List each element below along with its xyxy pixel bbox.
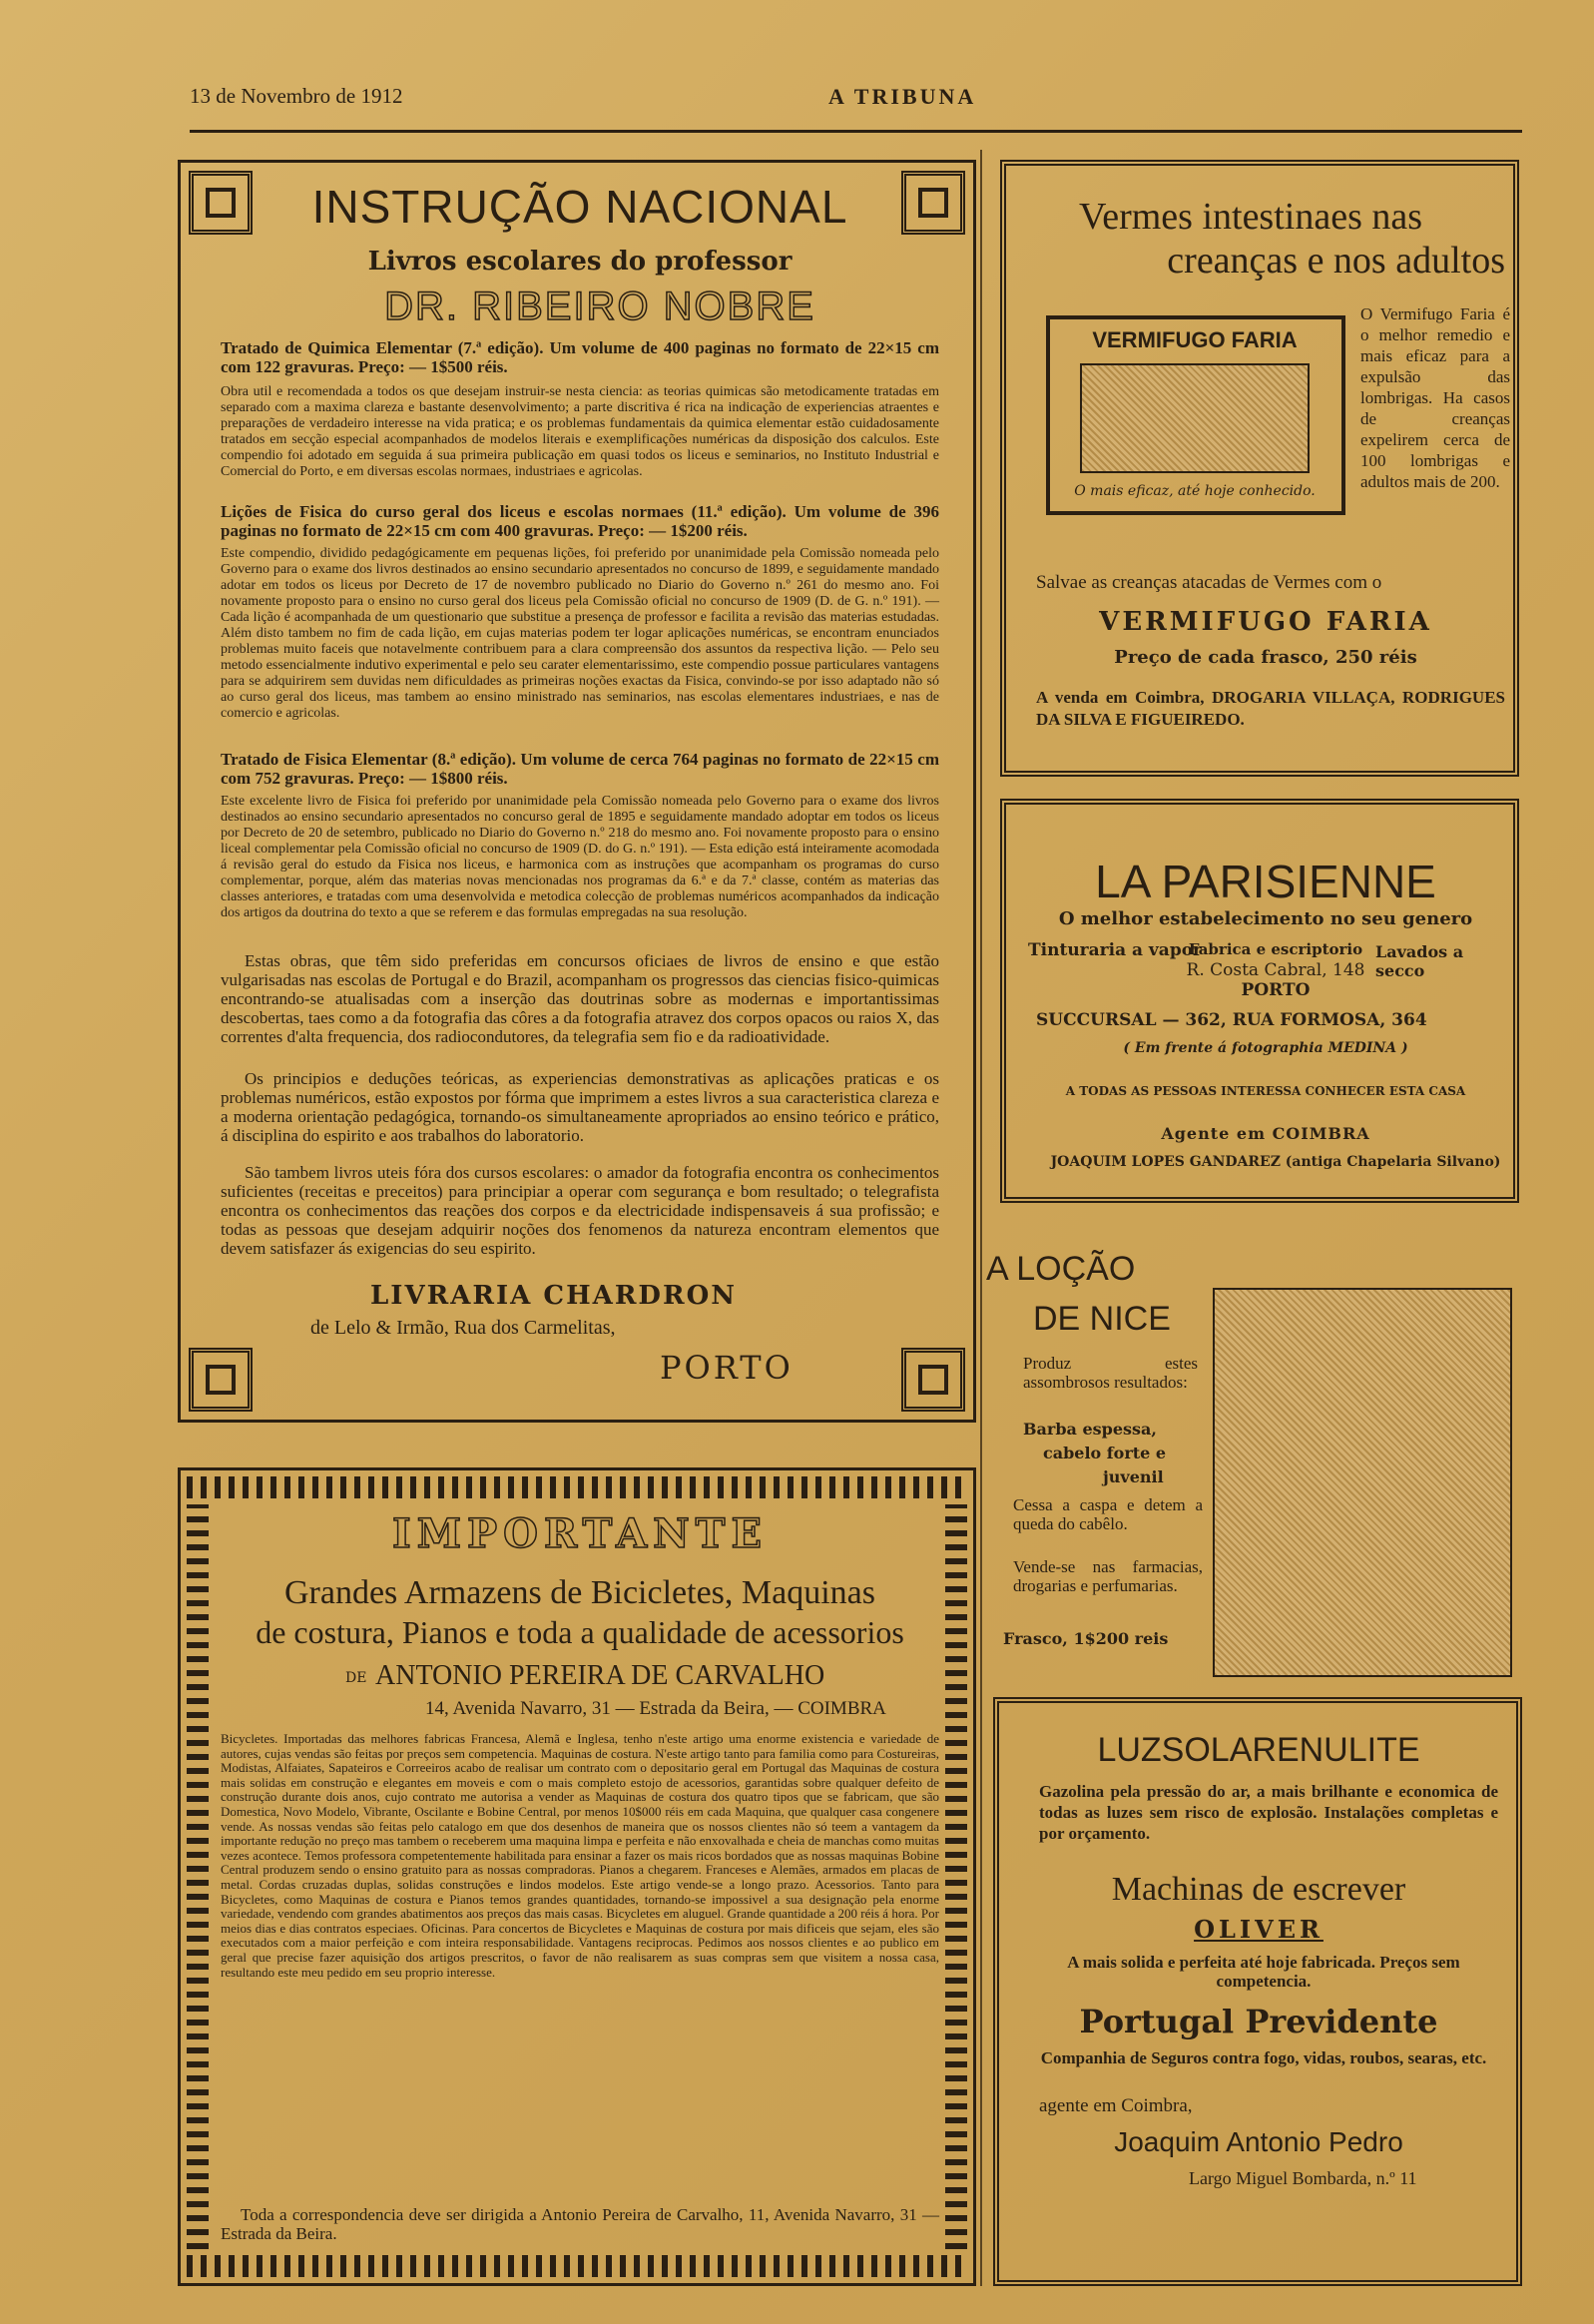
locao-venda: Vende-se nas farmacias, drogarias e perfumarias. xyxy=(1013,1557,1203,1595)
parisienne-agente: Agente em COIMBRA xyxy=(1161,1124,1370,1143)
knot-ornament-icon xyxy=(901,1348,965,1412)
header-date: 13 de Novembro de 1912 xyxy=(190,84,403,108)
parisienne-mid-2: R. Costa Cabral, 148 xyxy=(1186,960,1365,980)
locao-de-nice-ad xyxy=(983,1238,1522,1677)
oliver-text: A mais solida e perfeita até hoje fabricada. Preços sem competencia. xyxy=(1067,1953,1460,1991)
greek-key-border xyxy=(945,1504,967,2249)
parisienne-mid-3: PORTO xyxy=(1241,980,1311,1000)
greek-key-border xyxy=(187,1476,967,1498)
illustration-image xyxy=(1080,363,1310,473)
vermes-salvae: Salvae as creanças atacadas de Vermes com o xyxy=(1036,572,1382,593)
parisienne-subtitle: O melhor estabelecimento no seu genero xyxy=(1058,908,1473,929)
vermes-price: Preço de cada frasco, 250 réis xyxy=(1114,647,1417,668)
knot-ornament-icon xyxy=(901,171,965,235)
agent-label: agente em Coimbra, xyxy=(1039,2095,1193,2116)
locao-title-1: A LOÇÃO xyxy=(986,1250,1136,1288)
oliver-brand: OLIVER xyxy=(1194,1915,1324,1944)
parisienne-todas: A TODAS AS PESSOAS INTERESSA CONHECER ESTA CASA xyxy=(1065,1084,1466,1098)
locao-result-4: Cessa a caspa e detem a queda do cabêlo. xyxy=(1013,1495,1203,1533)
badge-label: VERMIFUGO FARIA xyxy=(1092,327,1298,352)
luzsolar-title: LUZSOLARENULITE xyxy=(1097,1731,1420,1769)
store-footer: Toda a correspondencia deve ser dirigida a Antonio Pereira de Carvalho, 11, Avenida Navarro, 31 — Estrada da Beira. xyxy=(221,2205,939,2243)
book2-description: Este compendio, dividido pedagógicamente em pequenas lições, foi preferido por unanimidade pela Comissão nomeada pelo Governo para o exame dos livros destinados ao ensino secundario apresentados no concurso de 1899, e seguidamente mandado adotar em todos os liceus por Decreto de 17 de novembro publicado no Diario do Governo n.º 261 do mesmo ano. Foi novamente proposto para o ensino no curso geral dos liceus pela Comissão oficial no concurso de 1909 (D. de G. n.º 191). — Cada lição é acompanhada de um questionario que substitue a presença de professor e facilita a revisão das materias estudadas. Além disto tambem no fim de cada lição, em cujas materias podem ter logar aplicações numéricas, se encontram enunciados problemas muito faceis que notavelmente contribuem para a clara compreensão dos assuntos da respectiva lição. — Pelo seu metodo essencialmente indutivo experimental e pelo seu carater elementarissimo, este compendio possue particulares vantagens para se adquirirem sem duvidas nem dificuldades as primeiras noções exactas da Fisica, convindo-se por isso adaptado não só ao curso geral dos liceus, mas tambem ao ensino ministrado nas seminarios, nas escolas elementares industriaes, e nas de comercio e agricolas. xyxy=(221,546,939,721)
knot-ornament-icon xyxy=(189,1348,253,1412)
locao-price: Frasco, 1$200 reis xyxy=(1003,1629,1169,1648)
store-owner: ANTONIO PEREIRA DE CARVALHO xyxy=(375,1660,825,1691)
vermes-title-2: creanças e nos adultos xyxy=(1167,240,1505,282)
portrait-image xyxy=(1213,1288,1512,1677)
parisienne-mid-1: Fabrica e escriptorio xyxy=(1188,940,1363,958)
machinas-heading: Machinas de escrever xyxy=(1111,1871,1406,1908)
instrucao-nacional-ad xyxy=(178,160,976,1423)
badge-caption: O mais eficaz, até hoje conhecido. xyxy=(1074,483,1316,499)
header-rule xyxy=(190,130,1522,133)
store-heading-1: Grandes Armazens de Bicicletes, Maquinas xyxy=(284,1574,875,1611)
parisienne-succursal: SUCCURSAL — 362, RUA FORMOSA, 364 xyxy=(1036,1010,1427,1030)
book1-heading: Tratado de Quimica Elementar (7.ª edição). Um volume de 400 paginas no formato de 22×15 cm com 122 gravuras. Preço: — 1$500 réis. xyxy=(221,338,939,376)
parisienne-agent-name: JOAQUIM LOPES GANDAREZ (antiga Chapelaria Silvano) xyxy=(1050,1154,1501,1170)
book3-heading: Tratado de Fisica Elementar (8.ª edição). Um volume de cerca 764 paginas no formato de 22×15 cm com 752 gravuras. Preço: — 1$800 réis. xyxy=(221,750,939,788)
parisienne-right: Lavados a secco xyxy=(1375,942,1464,980)
luzsolar-text: Gazolina pela pressão do ar, a mais brilhante e economica de todas as luzes sem risco de explosão. Instalações completas e por orçamento. xyxy=(1039,1782,1498,1843)
ad-title: IMPORTANTE xyxy=(392,1510,768,1557)
parisienne-left: Tinturaria a vapor xyxy=(1028,940,1203,960)
author-name: DR. RIBEIRO NOBRE xyxy=(384,285,815,328)
locao-result-1: Barba espessa, xyxy=(1023,1420,1157,1439)
vermes-title-1: Vermes intestinaes nas xyxy=(1078,196,1423,238)
locao-result-3: juvenil xyxy=(1103,1467,1164,1486)
greek-key-border xyxy=(187,2255,967,2277)
paragraph-3: São tambem livros uteis fóra dos cursos escolares: o amador da fotografia encontra os conhecimentos suficientes (receitas e preceitos) para principiar a operar com segurança e bom resultado; o telegrafista encontra os conhecimentos das reações dos corpos e da electricidade indispensaveis á sua profissão; e todas as pessoas que desejam adquirir noções dos fenomenos da natureza encontram elementos que devem satisfazer ás exigencias do seu espirito. xyxy=(221,1163,939,1258)
bookshop-city: PORTO xyxy=(660,1349,794,1387)
column-rule xyxy=(980,150,982,2286)
page-header xyxy=(190,82,1547,112)
vermes-sale: A venda em Coimbra, DROGARIA VILLAÇA, RODRIGUES DA SILVA E FIGUEIREDO. xyxy=(1036,688,1505,729)
vermes-ad xyxy=(1000,160,1519,777)
store-address: 14, Avenida Navarro, 31 — Estrada da Beira, — COIMBRA xyxy=(425,1698,886,1719)
la-parisienne-ad xyxy=(1000,799,1519,1203)
vermes-side-text: O Vermifugo Faria é o melhor remedio e mais eficaz para a expulsão das lombrigas. Ha casos de creanças expelirem cerca de 100 lombrigas e adultos mais de 200. xyxy=(1360,304,1510,491)
masthead: A TRIBUNA xyxy=(828,84,977,109)
ad-title: INSTRUÇÃO NACIONAL xyxy=(311,181,848,233)
locao-result-2: cabelo forte e xyxy=(1043,1444,1167,1462)
owner-prefix: DE xyxy=(345,1670,367,1686)
book3-description: Este excelente livro de Fisica foi preferido por unanimidade pela Comissão nomeada pelo Governo para o exame dos livros destinados ao ensino secundario apresentados no concurso geral de 1895 e seguidamente mandado adoptar em todos os liceus por Decreto de 20 de setembro, publicado no Diario do Governo n.º 218 do mesmo ano. Foi novamente proposto para o ensino liceal complementar pela Comissão oficial no concurso de 1909 (D. do G. n.º 191). — Esta edição está inteiramente acomodada á revisão geral do estudo da Fisica nos liceus, e harmonica com as instruções que acompanham os programas do curso complementar, porque, além das materias novas mencionadas nos programas da 6.ª e da 7.ª classe, contém as materias das classes anteriores, e tratadas com uma desenvolvida e metodica colecção de problemas numéricos acompanhados da indicação dos artigos da doutrina do texto a que se referem e das formulas empregadas na sua resolução. xyxy=(221,794,939,920)
luzsolar-ad xyxy=(993,1697,1522,2286)
store-description: Bicycletes. Importadas das melhores fabricas Francesa, Alemã e Inglesa, tenho n'este artigo uma enorme existencia e variedade de autores, cujas vendas são feitas por preços sem competencia. Maquinas de costura. N'este artigo tanto para familia como para Costureiras, Modistas, Alfaiates, Sapateiros e Correeiros acabo de realisar um contrato com o depositario geral em Portugal das Maquinas de costura mais solidas em construção e elegantes em moveis e com o mais completo estojo de acessorios, garantidas sobre qualquer defeito de construção durante dois anos, cujo contrato me autorisa a vender as Maquinas de costura dos quatro tipos que se fabricam, que são Domestica, Novo Modelo, Vibrante, Oscilante e Bobine Central, por menos 10$000 réis em cada Maquina, que qualquer casa congenere vende. As nossas vendas são feitas pelo catalogo em que dos desenhos de maneira que os nossos clientes não só teem a vantagem da importante redução no preço mas tambem o receberem uma maquina limpa e perfeita e não enxovalhada e cheia de manchas como muitas vezes acontece. Temos professora competentemente habilitada para ensinar a fazer os mais ricos bordados que as nossas maquinas Bobine Central produzem sendo o ensino gratuito para as nossas compradoras. Pianos a chegarem. Franceses e Alemães, armados em placas de metal. Cordas cruzadas duplas, solidas construções e lindos modelos. Este artigo vende-se a longo prazo. Acessorios. Tanto para Bicycletes, como Maquinas de costura e Pianos temos grandes quantidades, tornando-se impossivel a sua designação pela enorme variedade, vendendo com grandes abatimentos aos preços das mais casas. Bicycletes em aluguel. Grande quantidade a 200 réis á hora. Por meios dias e dias contratos especiaes. Oficinas. Para concertos de Bicycletes e Maquinas de costura por mais dificeis que sejam, eles são executados com a maior perfeição e com inteira responsabilidade. Vantagens reciprocas. Pedimos aos nossos clientes e ao publico em geral que precise fazer aquisição dos artigos prescritos, o favor de não realisarem as suas compras sem que visitem a nossa casa, resultando este meu pedido em seu proprio interesse. xyxy=(221,1731,939,1980)
parisienne-frente: ( Em frente á fotographia MEDINA ) xyxy=(1123,1040,1408,1056)
agent-name: Joaquim Antonio Pedro xyxy=(1114,2126,1403,2157)
ad-subtitle: Livros escolares do professor xyxy=(367,247,793,277)
book2-heading: Lições de Fisica do curso geral dos liceus e escolas normaes (11.ª edição). Um volume de 396 paginas no formato de 22×15 cm com 400 gravuras. Preço: — 1$200 réis. xyxy=(221,502,939,540)
importante-ad xyxy=(178,1467,976,2286)
parisienne-title: LA PARISIENNE xyxy=(1095,856,1436,907)
paragraph-1: Estas obras, que têm sido preferidas em concursos oficiaes de livros de ensino e que estão vulgarisadas nas escolas de Portugal e do Brazil, acompanham os progressos das ciencias fisico-quimicas encontrando-se atualisadas com a inserção das doutrinas sobre as modernas e importantissimas descobertas, taes como a da fotografia das côres a da fotografia atravez dos corpos opacos ou raios X, das correntes d'alta frequencia, dos radiocondutores, da telegrafia sem fio e da radioatividade. xyxy=(221,951,939,1046)
knot-ornament-icon xyxy=(189,171,253,235)
book1-description: Obra util e recomendada a todos os que desejam instruir-se nesta ciencia: as teorias quimicas são metodicamente tratadas em separado com a maxima clareza e bastante desenvolvimento; a parte discritiva é rica na indicação de experiencias atraentes e preparações de verdadeiro interesse na vida pratica; e os problemas fundamentais da quimica elementar estão cuidadosamente tratados em secção especial acompanhados de modelos literais e exemplificações numéricas da disposição dos calculos. Este compendio foi adotado em seguida á sua primeira publicação em quasi todos os liceus e seminarios, no Instituto Industrial e Comercial do Porto, e em diversas escolas normaes, industriaes e agricolas. xyxy=(221,384,939,479)
paragraph-2: Os principios e deduções teóricas, as experiencias demonstrativas as aplicações praticas e os problemas numéricos, estão expostos por fórma que imprimem a estes livros a sua caracteristica clareza e a moderna orientação pedagógica, tornando-os simultaneamente apropriados ao ensino teórico e prático, á disciplina do espirito e aos trabalhos do laboratorio. xyxy=(221,1069,939,1145)
previdente-text: Companhia de Seguros contra fogo, vidas, roubos, searas, etc. xyxy=(1040,2048,1487,2067)
previdente-heading: Portugal Previdente xyxy=(1079,2003,1438,2040)
bookshop-name: LIVRARIA CHARDRON xyxy=(370,1281,737,1311)
store-heading-2: de costura, Pianos e toda a qualidade de acessorios xyxy=(256,1614,904,1650)
bookshop-owner: de Lelo & Irmão, Rua dos Carmelitas, xyxy=(310,1317,616,1339)
vermes-product: VERMIFUGO FARIA xyxy=(1099,607,1432,637)
greek-key-border xyxy=(187,1504,209,2249)
locao-title-2: DE NICE xyxy=(1033,1300,1171,1338)
vermifugo-badge xyxy=(1046,315,1345,515)
agent-address: Largo Miguel Bombarda, n.º 11 xyxy=(1189,2168,1417,2188)
locao-intro: Produz estes assombrosos resultados: xyxy=(1023,1354,1198,1392)
